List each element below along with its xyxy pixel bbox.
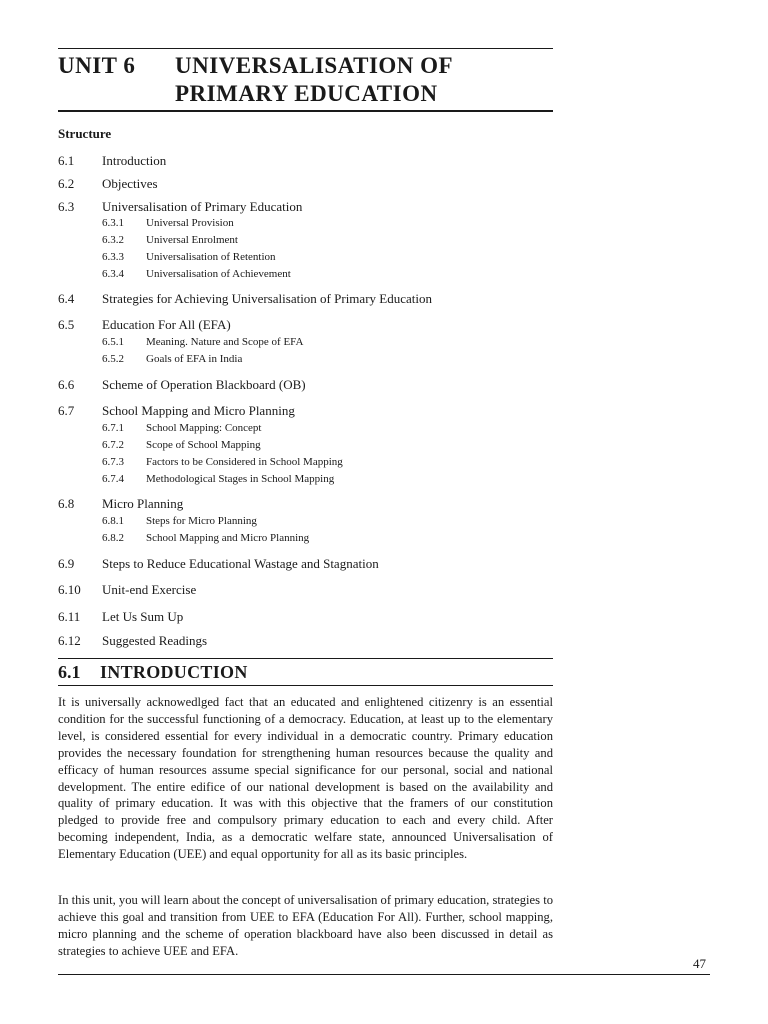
toc-entry-number: 6.5 (58, 317, 75, 332)
toc-entry-number: 6.2 (58, 176, 75, 191)
toc-subentry-number: 6.3.1 (102, 217, 124, 229)
footer-rule (58, 974, 710, 975)
toc-entry-label: School Mapping and Micro Planning (102, 403, 295, 418)
toc-entry-label: Education For All (EFA) (102, 317, 231, 332)
section-rule-bottom (58, 685, 553, 686)
toc-subentry-label: Methodological Stages in School Mapping (146, 473, 335, 485)
section-rule-top (58, 658, 553, 659)
toc-entry-number: 6.8 (58, 496, 75, 511)
toc-entry-number: 6.9 (58, 556, 75, 571)
toc-entry-label: Objectives (102, 176, 158, 191)
toc-subentry-number: 6.7.1 (102, 422, 124, 434)
section-title: INTRODUCTION (100, 662, 248, 682)
toc-entry-number: 6.10 (58, 582, 81, 597)
toc-subentry-label: Scope of School Mapping (146, 439, 261, 451)
toc-entry-label: Universalisation of Primary Education (102, 199, 303, 214)
toc-subentry-label: Universal Enrolment (146, 234, 238, 246)
title-rule (58, 110, 553, 112)
unit-number: UNIT 6 (58, 53, 136, 78)
toc-entry-label: Micro Planning (102, 496, 184, 511)
toc-entry-label: Strategies for Achieving Universalisation of Primary Education (102, 291, 432, 306)
top-rule (58, 48, 553, 49)
toc-subentry-label: Factors to be Considered in School Mapping (146, 456, 343, 468)
toc-entry-label: Unit-end Exercise (102, 582, 197, 597)
section-number: 6.1 (58, 662, 81, 682)
toc-entry-label: Steps to Reduce Educational Wastage and Stagnation (102, 556, 379, 571)
toc-entry-number: 6.3 (58, 199, 75, 214)
page-number: 47 (693, 956, 706, 971)
unit-title-line-2: PRIMARY EDUCATION (175, 81, 438, 106)
toc-entry-number: 6.1 (58, 153, 75, 168)
toc-entry-label: Suggested Readings (102, 633, 208, 648)
toc-entry-number: 6.12 (58, 633, 81, 648)
intro-paragraph-1: It is universally acknowedlged fact that an educated and enlightened citizenry is an essential condition for the successful functioning of a democracy. Education, at least up to the elementary level, is considered essential for every individual in a democratic country. Primary education provides the necessary foundation for strengthening human resources because the quality and efficacy of human resources assume special significance for our personal, social and national development. The entire edifice of our national development is based on the availability and quality of primary education. It was with this objective that the framers of our constitution pledged to provide free and compulsory primary education to each and every child. After becoming independent, India, as a democratic welfare state, announced Universalisation of Elementary Education (UEE) and equal opportunity for all as its basic principles. (58, 695, 553, 862)
toc-subentry-number: 6.7.2 (102, 439, 124, 451)
toc-entry-number: 6.6 (58, 377, 75, 392)
toc-entry-label: Let Us Sum Up (102, 609, 184, 624)
toc-subentry-label: School Mapping and Micro Planning (146, 532, 310, 544)
toc-subentry-number: 6.8.1 (102, 515, 124, 527)
toc-subentry-label: Universal Provision (146, 217, 234, 229)
toc-subentry-number: 6.5.1 (102, 336, 124, 348)
unit-title-line-1: UNIVERSALISATION OF (175, 53, 454, 78)
intro-paragraph-2: In this unit, you will learn about the concept of universalisation of primary education, strategies to achieve this goal and transition from UEE to EFA (Education For All). Further, school mapping, micro planning and the scheme of operation blackboard have also been discussed in detail as strategies to achieve UEE and EFA. (58, 893, 553, 958)
toc-subentry-number: 6.5.2 (102, 353, 124, 365)
toc-entry-number: 6.11 (58, 609, 81, 624)
toc-entry-number: 6.4 (58, 291, 75, 306)
toc-subentry-label: School Mapping: Concept (146, 422, 262, 434)
toc-subentry-number: 6.3.3 (102, 251, 124, 263)
toc-subentry-number: 6.7.3 (102, 456, 124, 468)
toc-entry-number: 6.7 (58, 403, 75, 418)
toc-entry-label: Scheme of Operation Blackboard (OB) (102, 377, 306, 392)
toc-subentry-label: Meaning. Nature and Scope of EFA (146, 336, 304, 348)
toc-subentry-number: 6.8.2 (102, 532, 124, 544)
toc-entry-label: Introduction (102, 153, 167, 168)
toc-subentry-label: Goals of EFA in India (146, 353, 243, 365)
toc-subentry-label: Steps for Micro Planning (146, 515, 257, 527)
toc-subentry-number: 6.3.2 (102, 234, 124, 246)
toc-subentry-label: Universalisation of Achievement (146, 268, 291, 280)
toc-subentry-number: 6.7.4 (102, 473, 124, 485)
toc-subentry-label: Universalisation of Retention (146, 251, 276, 263)
toc-subentry-number: 6.3.4 (102, 268, 124, 280)
structure-heading: Structure (58, 126, 112, 141)
